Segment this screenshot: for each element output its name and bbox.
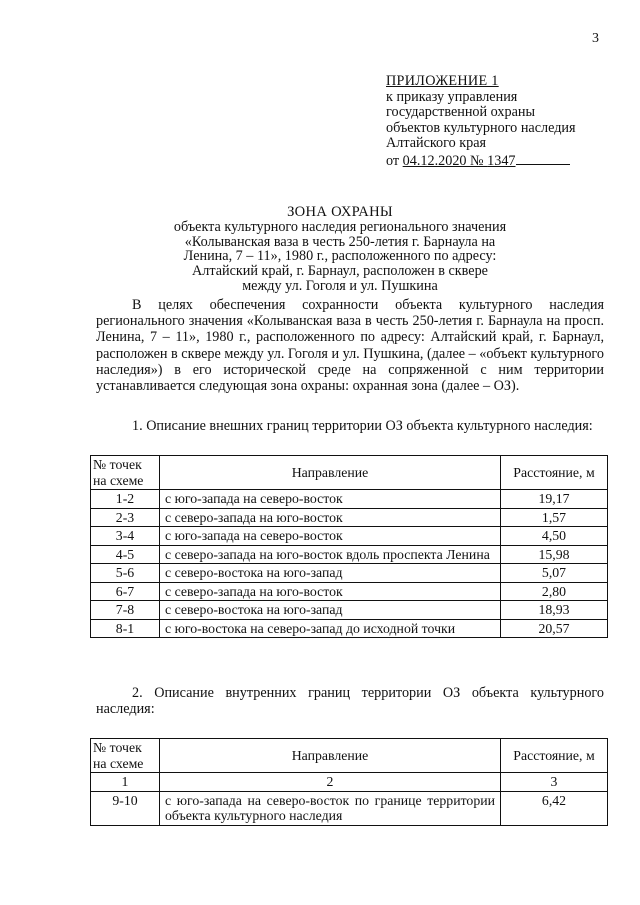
cell-points: 4-5 (91, 545, 160, 564)
table-header-row (91, 739, 608, 773)
cell-points: 5-6 (91, 564, 160, 583)
table-row (91, 564, 608, 583)
outer-boundaries-table (90, 455, 608, 638)
cell-direction: с северо-запада на юго-восток (160, 582, 501, 601)
cell-points: 9-10 (91, 791, 160, 825)
table-row (91, 601, 608, 620)
cell-direction: с северо-востока на юго-запад (160, 601, 501, 620)
cell-points: 7-8 (91, 601, 160, 620)
cell-distance: 5,07 (501, 564, 608, 583)
cell-direction: с юго-запада на северо-восток (160, 490, 501, 509)
zone-subtitle-line: Ленина, 7 – 11», 1980 г., расположенного по адресу: (183, 248, 497, 265)
cell-distance: 2,80 (501, 582, 608, 601)
appendix-line: объектов культурного наследия (386, 119, 576, 136)
cell-distance: 6,42 (501, 791, 608, 825)
signature-blank (516, 152, 570, 165)
cell-direction: с северо-запада на юго-восток (160, 508, 501, 527)
table-row (91, 545, 608, 564)
header-distance: Расстояние, м (501, 739, 608, 773)
section1-title: 1. Описание внешних границ территории ОЗ объекта культурного наследия: (132, 418, 593, 434)
header-points: № точек на схеме (91, 739, 160, 773)
header-distance: Расстояние, м (501, 456, 608, 490)
page-number: 3 (592, 31, 599, 46)
column-number: 1 (91, 773, 160, 792)
cell-direction: с юго-запада на северо-восток по границе территории объекта культурного наследия (160, 791, 501, 825)
zone-subtitle-line: «Колыванская ваза в честь 250-летия г. Барнаула на (184, 233, 496, 250)
appendix-line: к приказу управления (386, 88, 518, 105)
cell-points: 8-1 (91, 619, 160, 638)
date-prefix: от (386, 152, 403, 169)
header-points: № точек на схеме (91, 456, 160, 490)
header-direction: Направление (160, 456, 501, 490)
cell-distance: 20,57 (501, 619, 608, 638)
cell-points: 6-7 (91, 582, 160, 601)
intro-paragraph: В целях обеспечения сохранности объекта культурного наследия регионального значения «Колыванская ваза в честь 250-летия г. Барнаула на просп. Ленина, 7 – 11», 1980 г., расположенного по адресу: Алтайский край, г. Барнаул, расположен в сквере между ул. Гоголя и ул. Пушкина, (далее – «объект культурного наследия») в его исторической среде на сопряженной с ним территории устанавливается следующая зона охраны: охранная зона (далее – ОЗ). (96, 297, 604, 395)
table-row (91, 527, 608, 546)
table-header-row (91, 456, 608, 490)
cell-points: 3-4 (91, 527, 160, 546)
appendix-block (386, 74, 626, 169)
table-row (91, 490, 608, 509)
column-number: 2 (160, 773, 501, 792)
appendix-line: государственной охраны (386, 104, 536, 120)
zone-subtitle-line: между ул. Гоголя и ул. Пушкина (242, 277, 438, 294)
zone-heading (140, 205, 540, 294)
table-row (91, 791, 608, 825)
column-number: 3 (501, 773, 608, 792)
appendix-line: Алтайского края (386, 135, 487, 151)
zone-subtitle-line: объекта культурного наследия регионального значения (173, 218, 507, 235)
cell-distance: 1,57 (501, 508, 608, 527)
header-direction: Направление (160, 739, 501, 773)
table-row (91, 508, 608, 527)
section2-title: 2. Описание внутренних границ территории ОЗ объекта культурного наследия: (96, 685, 604, 718)
order-date: 04.12.2020 (402, 152, 467, 169)
appendix-title: ПРИЛОЖЕНИЕ 1 (386, 73, 499, 89)
table-row (91, 619, 608, 638)
cell-distance: 15,98 (501, 545, 608, 564)
order-number: 1347 (487, 152, 516, 169)
column-number-row (91, 773, 608, 792)
order-date-line (386, 152, 626, 170)
number-prefix: № (466, 152, 488, 169)
cell-direction: с северо-востока на юго-запад (160, 564, 501, 583)
cell-points: 2-3 (91, 508, 160, 527)
cell-direction: с юго-запада на северо-восток (160, 527, 501, 546)
inner-boundaries-table (90, 738, 608, 826)
cell-distance: 4,50 (501, 527, 608, 546)
zone-title: ЗОНА ОХРАНЫ (287, 204, 393, 220)
cell-distance: 19,17 (501, 490, 608, 509)
cell-direction: с юго-востока на северо-запад до исходной точки (160, 619, 501, 638)
cell-distance: 18,93 (501, 601, 608, 620)
cell-points: 1-2 (91, 490, 160, 509)
table-row (91, 582, 608, 601)
zone-subtitle-line: Алтайский край, г. Барнаул, расположен в сквере (192, 263, 488, 280)
cell-direction: с северо-запада на юго-восток вдоль проспекта Ленина (160, 545, 501, 564)
